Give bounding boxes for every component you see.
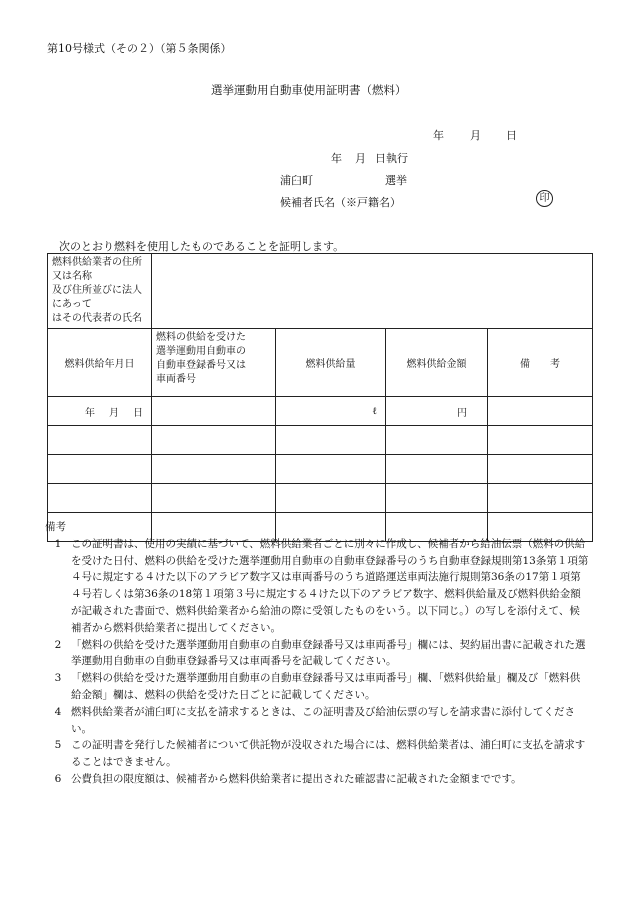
cell[interactable]	[488, 455, 593, 484]
cell[interactable]	[276, 455, 386, 484]
note-text: 「燃料の供給を受けた選挙運動用自動車の自動車登録番号又は車両番号」欄には、契約届出書に記載された選挙運動用自動車の自動車登録番号又は車両番号を記載してください。	[71, 638, 586, 668]
row1-day: 日	[133, 408, 143, 419]
note-text: 「燃料の供給を受けた選挙運動用自動車の自動車登録番号又は車両番号」欄、「燃料供給量」欄及び「燃料供給金額」欄は、燃料の供給を受けた日ごとに記載してください。	[71, 672, 581, 701]
cell[interactable]	[386, 484, 488, 513]
certification-statement: 次のとおり燃料を使用したものであることを証明します。	[59, 240, 345, 253]
note-item-2	[45, 637, 590, 671]
fuel-table	[47, 253, 593, 542]
cell[interactable]	[276, 484, 386, 513]
supplier-value-cell[interactable]	[152, 254, 593, 329]
row1-month: 月	[109, 408, 119, 419]
date-year-label: 年	[433, 129, 444, 142]
note-number: 4	[54, 705, 62, 718]
cell[interactable]	[386, 426, 488, 455]
cell[interactable]	[152, 455, 276, 484]
supplier-label-cell	[48, 254, 152, 329]
row1-year: 年	[85, 408, 95, 419]
note-text: 公費負担の限度額は、候補者から燃料供給業者に提出された確認書に記載された金額までです。	[71, 772, 522, 785]
note-item-5	[45, 737, 590, 771]
cell[interactable]	[488, 484, 593, 513]
header-vehicle-line-4: 車両番号	[156, 374, 196, 385]
cell[interactable]	[48, 455, 152, 484]
town-name: 浦臼町	[280, 174, 313, 187]
yen-unit: 円	[457, 407, 467, 419]
liter-unit: ℓ	[372, 405, 377, 417]
cell[interactable]	[488, 426, 593, 455]
election-year-label: 年	[331, 152, 342, 165]
table-row	[48, 397, 593, 426]
supplier-label-line-1: 燃料供給業者の住所又は名称	[52, 257, 142, 282]
note-item-1	[45, 536, 590, 637]
table-row	[48, 426, 593, 455]
note-item-4	[45, 704, 590, 738]
header-remarks: 備 考	[488, 329, 593, 397]
row1-vehicle-cell[interactable]	[152, 397, 276, 426]
header-supply-date: 燃料供給年月日	[48, 329, 152, 397]
form-number: 第10号様式（その２）（第５条関係）	[47, 42, 232, 55]
date-day-label: 日	[506, 129, 517, 142]
note-number: 6	[54, 772, 62, 785]
note-text: この証明書を発行した候補者について供託物が没収された場合には、燃料供給業者は、浦臼町に支払を請求することはできません。	[71, 739, 586, 769]
row1-quantity-cell[interactable]	[276, 397, 386, 426]
seal-mark: 印	[536, 190, 553, 207]
header-vehicle-line-2: 選挙運動用自動車の	[156, 346, 246, 357]
table-row	[48, 455, 593, 484]
table-row	[48, 484, 593, 513]
notes-section	[45, 519, 590, 788]
election-month-label: 月	[355, 152, 366, 165]
date-month-label: 月	[470, 129, 481, 142]
note-number: 1	[54, 537, 62, 550]
cell[interactable]	[48, 426, 152, 455]
election-label: 選挙	[385, 174, 407, 187]
note-number: 5	[54, 739, 62, 752]
note-text: この証明書は、使用の実績に基づいて、燃料供給業者ごとに別々に作成し、候補者から給油伝票（燃料の供給を受けた日付、燃料の供給を受けた選挙運動用自動車の自動車登録番号のうち自動車登録規則第13条第１項第４号に規定する４けた以下のアラビア数字又は車両番号のうち道路運送車両法施行規則第36条の17第１項第４号若しくは第36条の18第１項第３号に規定する４けた以下のアラビア数字、燃料供給量及び燃料供給金額が記載された書面で、燃料供給業者から給油の際に受領したものをいう。以下同じ。）の写しを添付えて、候補者から燃料供給業者に提出してください。	[71, 537, 589, 634]
note-number: 3	[54, 672, 62, 685]
row1-amount-cell[interactable]	[386, 397, 488, 426]
row1-date-cell[interactable]	[48, 397, 152, 426]
cell[interactable]	[48, 484, 152, 513]
note-item-6	[45, 771, 590, 788]
cell[interactable]	[152, 426, 276, 455]
header-vehicle-line-3: 自動車登録番号又は	[156, 360, 246, 371]
cell[interactable]	[386, 455, 488, 484]
cell[interactable]	[152, 484, 276, 513]
supplier-label-line-3: はその代表者の氏名	[52, 313, 142, 324]
candidate-name-label: 候補者氏名（※戸籍名）	[280, 196, 401, 209]
notes-title: 備考	[45, 521, 66, 533]
note-number: 2	[54, 638, 62, 651]
header-fuel-quantity: 燃料供給量	[276, 329, 386, 397]
note-text: 燃料供給業者が浦臼町に支払を請求するときは、この証明書及び給油伝票の写しを請求書に添付してください。	[71, 705, 575, 735]
election-day-label: 日執行	[375, 152, 408, 165]
header-vehicle-number	[152, 329, 276, 397]
document-title: 選挙運動用自動車使用証明書（燃料）	[211, 83, 407, 97]
cell[interactable]	[276, 426, 386, 455]
supplier-label-line-2: 及び住所並びに法人にあって	[52, 285, 142, 310]
row1-remarks-cell[interactable]	[488, 397, 593, 426]
note-item-3	[45, 670, 590, 704]
header-vehicle-line-1: 燃料の供給を受けた	[156, 332, 246, 343]
header-fuel-amount: 燃料供給金額	[386, 329, 488, 397]
